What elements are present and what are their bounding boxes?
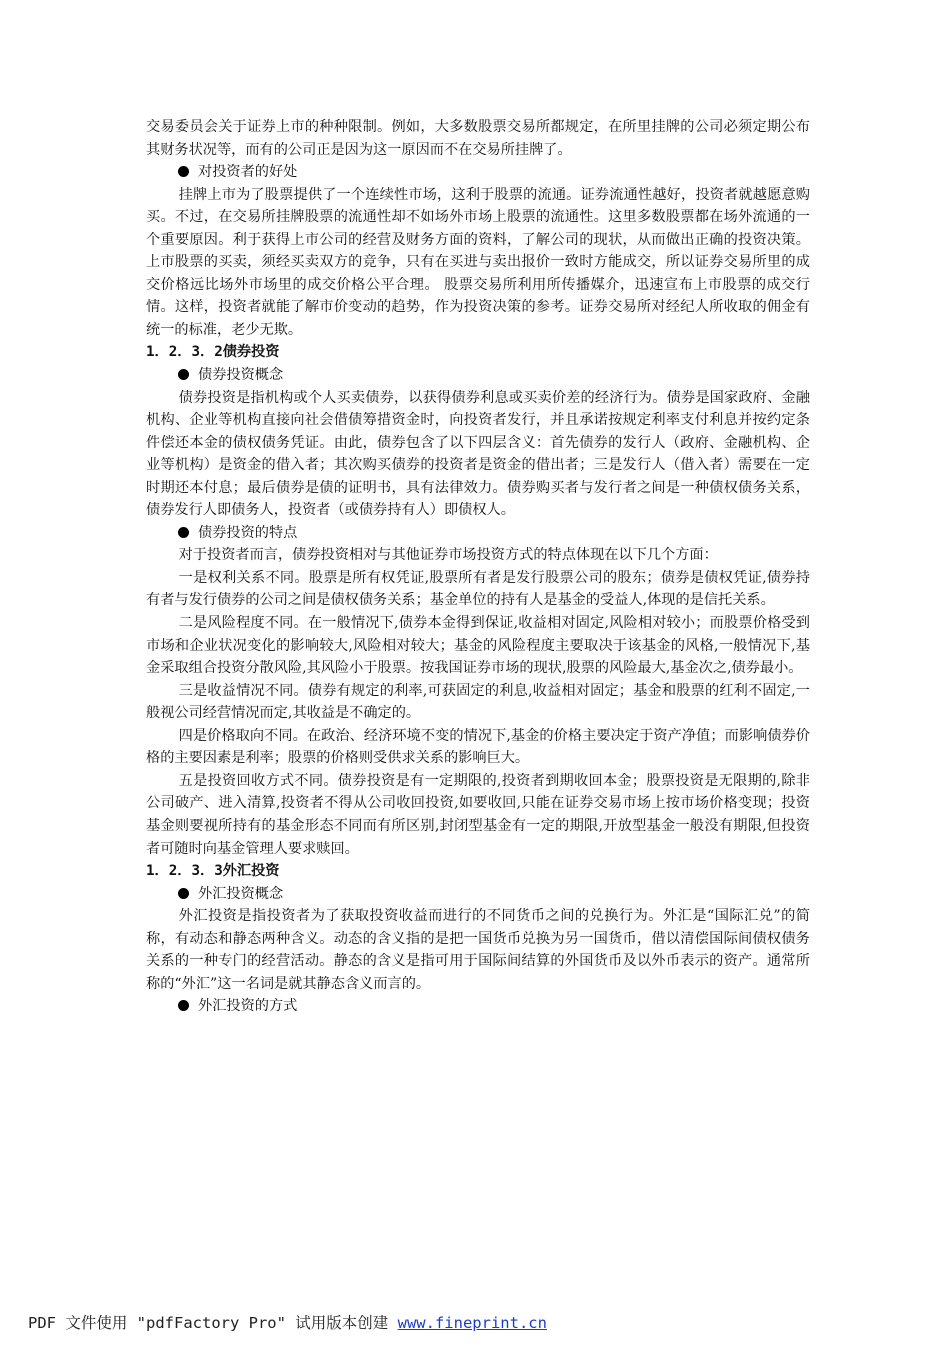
bullet-item [146, 522, 810, 545]
paragraph: 债券投资是指机构或个人买卖债券，以获得债券利息或买卖价差的经济行为。债券是国家政府、金融机构、企业等机构直接向社会借债筹措资金时，向投资者发行，并且承诺按规定利率支付利息并按约定条件偿还本金的债权债务凭证。由此，债券包含了以下四层含义：首先债券的发行人（政府、金融机构、企业等机构）是资金的借入者；其次购买债券的投资者是资金的借出者；三是发行人（借入者）需要在一定时期还本付息；最后债券是债的证明书，具有法律效力。债券购买者与发行者之间是一种债权债务关系，债券发行人即债务人，投资者（或债券持有人）即债权人。 [146, 389, 810, 519]
document-body [146, 116, 810, 1018]
bullet-label: 债券投资概念 [198, 367, 284, 384]
bullet-item [146, 364, 810, 387]
section-number: 1．2．3．3 [146, 863, 223, 880]
paragraph: 三是收益情况不同。债券有规定的利率,可获固定的利息,收益相对固定；基金和股票的红利不固定,一般视公司经营情况而定,其收益是不确定的。 [146, 682, 810, 722]
paragraph: 挂牌上市为了股票提供了一个连续性市场，这利于股票的流通。证券流通性越好，投资者就越愿意购买。不过，在交易所挂牌股票的流通性却不如场外市场上股票的流通性。这里多数股票都在场外流通的一个重要原因。利于获得上市公司的经营及财务方面的资料，了解公司的现状，从而做出正确的投资决策。上市股票的买卖，须经买卖双方的竞争，只有在买进与卖出报价一致时方能成交，所以证券交易所里的成交价格远比场外市场里的成交价格公平合理。 股票交易所利用所传播媒介，迅速宣布上市股票的成交行情。这样，投资者就能了解市价变动的趋势，作为投资决策的参考。证券交易所对经纪人所收取的佣金有统一的标准，老少无欺。 [146, 186, 810, 338]
paragraph: 对于投资者而言，债券投资相对与其他证券市场投资方式的特点体现在以下几个方面： [178, 547, 718, 564]
bullet-label: 外汇投资的方式 [198, 998, 298, 1015]
bullet-label: 对投资者的好处 [198, 164, 298, 181]
bullet-icon [178, 527, 189, 538]
bullet-label: 外汇投资概念 [198, 885, 284, 902]
bullet-icon [178, 369, 189, 380]
bullet-item [146, 161, 810, 184]
paragraph: 五是投资回收方式不同。债券投资是有一定期限的,投资者到期收回本金；股票投资是无限期的,除非公司破产、进入清算,投资者不得从公司收回投资,如要收回,只能在证券交易市场上按市场价格变现；投资基金则要视所持有的基金形态不同而有所区别,封闭型基金有一定的期限,开放型基金一般没有期限,但投资者可随时向基金管理人要求赎回。 [146, 772, 810, 857]
bullet-item [146, 995, 810, 1018]
footer-text: PDF 文件使用 "pdfFactory Pro" 试用版本创建 [28, 1314, 398, 1332]
section-title: 债券投资 [222, 344, 280, 361]
paragraph: 一是权利关系不同。股票是所有权凭证,股票所有者是发行股票公司的股东；债券是债权凭证,债券持有者与发行债券的公司之间是债权债务关系；基金单位的持有人是基金的受益人,体现的是信托关系。 [146, 569, 810, 609]
bullet-label: 债券投资的特点 [198, 524, 298, 541]
bullet-icon [178, 1000, 189, 1011]
bullet-icon [178, 888, 189, 899]
bullet-item [146, 883, 810, 906]
section-number: 1．2．3．2 [146, 344, 223, 361]
footer-link[interactable]: www.fineprint.cn [397, 1314, 547, 1332]
paragraph: 二是风险程度不同。在一般情况下,债券本金得到保证,收益相对固定,风险相对较小；而股票价格受到市场和企业状况变化的影响较大,风险相对较大；基金的风险程度主要取决于该基金的风格,一般情况下,基金采取组合投资分散风险,其风险小于股票。按我国证券市场的现状,股票的风险最大,基金次之,债券最小。 [146, 615, 810, 677]
pdf-footer [28, 1311, 547, 1333]
paragraph: 外汇投资是指投资者为了获取投资收益而进行的不同货币之间的兑换行为。外汇是“国际汇兑”的简称，有动态和静态两种含义。动态的含义指的是把一国货币兑换为另一国货币，借以清偿国际间债权债务关系的一种专门的经营活动。静态的含义是指可用于国际间结算的外国货币及以外币表示的资产。通常所称的“外汇”这一名词是就其静态含义而言的。 [146, 908, 810, 992]
section-title: 外汇投资 [222, 863, 280, 880]
paragraph: 交易委员会关于证券上市的种种限制。例如，大多数股票交易所都规定，在所里挂牌的公司必须定期公布其财务状况等，而有的公司正是因为这一原因而不在交易所挂牌了。 [146, 119, 810, 158]
bullet-icon [178, 166, 189, 177]
section-heading [146, 860, 810, 883]
section-heading [146, 341, 810, 364]
paragraph: 四是价格取向不同。在政治、经济环境不变的情况下,基金的价格主要决定于资产净值；而影响债券价格的主要因素是利率；股票的价格则受供求关系的影响巨大。 [146, 727, 810, 767]
